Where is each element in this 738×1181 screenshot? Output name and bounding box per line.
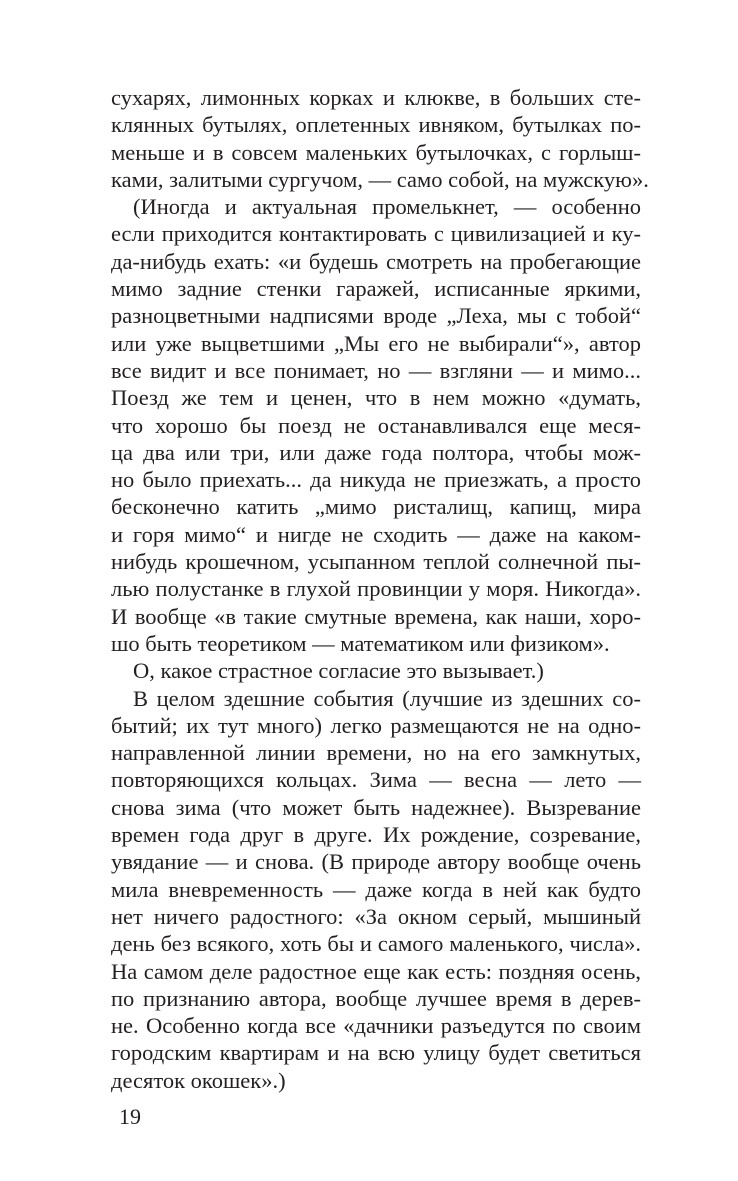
- text-line: меньше и в совсем маленьких бутылочках, с горлыш-: [111, 139, 641, 165]
- text-line: О, какое страстное согласие это вызывает.): [133, 658, 544, 684]
- text-line: В целом здешние события (лучшие из здешних со-: [133, 685, 641, 711]
- text-line: мила вневременность — даже когда в ней как будто: [111, 876, 641, 902]
- text-line: клянных бутылях, оплетенных ивняком, бутылках по-: [111, 112, 641, 138]
- text-line: городским квартирам и на всю улицу будет светиться: [111, 1040, 641, 1066]
- text-line: мимо задние стенки гаражей, исписанные яркими,: [111, 276, 641, 302]
- text-line: снова зима (что может быть надежнее). Вызревание: [111, 794, 641, 820]
- text-line: десяток окошек».): [111, 1067, 286, 1093]
- text-line: но было приехать... да никуда не приезжать, а просто: [111, 467, 641, 493]
- text-line: (Иногда и актуальная промелькнет, — особенно: [133, 194, 641, 220]
- paragraph: [111, 84, 649, 193]
- page-body: [111, 84, 649, 1094]
- text-line: ца два или три, или даже года полтора, чтобы мож-: [111, 439, 641, 465]
- text-line: бесконечно катить „мимо ристалищ, капищ, мира: [111, 494, 641, 520]
- text-line: по признанию автора, вообще лучшее время в дерев-: [111, 985, 641, 1011]
- text-line: или уже выцветшими „Мы его не выбирали“», автор: [111, 330, 641, 356]
- text-line: если приходится контактировать с цивилизацией и ку-: [111, 221, 641, 247]
- text-line: и горя мимо“ и нигде не сходить — даже на каком-: [111, 521, 641, 547]
- text-line: не. Особенно когда все «дачники разъедутся по своим: [111, 1013, 641, 1039]
- text-line: да-нибудь ехать: «и будешь смотреть на пробегающие: [111, 248, 641, 274]
- text-line: все видит и все понимает, но — взгляни — и мимо...: [111, 357, 641, 383]
- text-line: шо быть теоретиком — математиком или физиком».: [111, 630, 610, 656]
- text-line: ками, залитыми сургучом, — само собой, на мужскую».: [111, 166, 649, 192]
- text-line: времен года друг в друге. Их рождение, созревание,: [111, 822, 641, 848]
- text-line: бытий; их тут много) легко размещаются не на одно-: [111, 712, 641, 738]
- text-line: разноцветными надписями вроде „Леха, мы с тобой“: [111, 303, 641, 329]
- text-line: На самом деле радостное еще как есть: поздняя осень,: [111, 958, 641, 984]
- text-line: нибудь крошечном, усыпанном теплой солнечной пы-: [111, 549, 641, 575]
- text-line: И вообще «в такие смутные времена, как наши, хоро-: [111, 603, 641, 629]
- text-line: направленной линии времени, но на его замкнутых,: [111, 740, 641, 766]
- text-line: день без всякого, хоть бы и самого маленького, числа».: [111, 931, 641, 957]
- text-line: увядание — и снова. (В природе автору вообще очень: [111, 849, 641, 875]
- text-line: лью полустанке в глухой провинции у моря. Никогда».: [111, 576, 641, 602]
- text-line: Поезд же тем и ценен, что в нем можно «думать,: [111, 385, 641, 411]
- paragraph: [111, 685, 641, 1094]
- paragraph: [111, 657, 641, 684]
- paragraph: [111, 193, 641, 657]
- text-line: повторяющихся кольцах. Зима — весна — лето —: [111, 767, 641, 793]
- text-line: нет ничего радостного: «За окном серый, мышиный: [111, 903, 641, 929]
- text-line: сухарях, лимонных корках и клюкве, в больших сте-: [111, 85, 641, 110]
- text-line: что хорошо бы поезд не останавливался еще меся-: [111, 412, 641, 438]
- page-number: 19: [119, 1104, 141, 1129]
